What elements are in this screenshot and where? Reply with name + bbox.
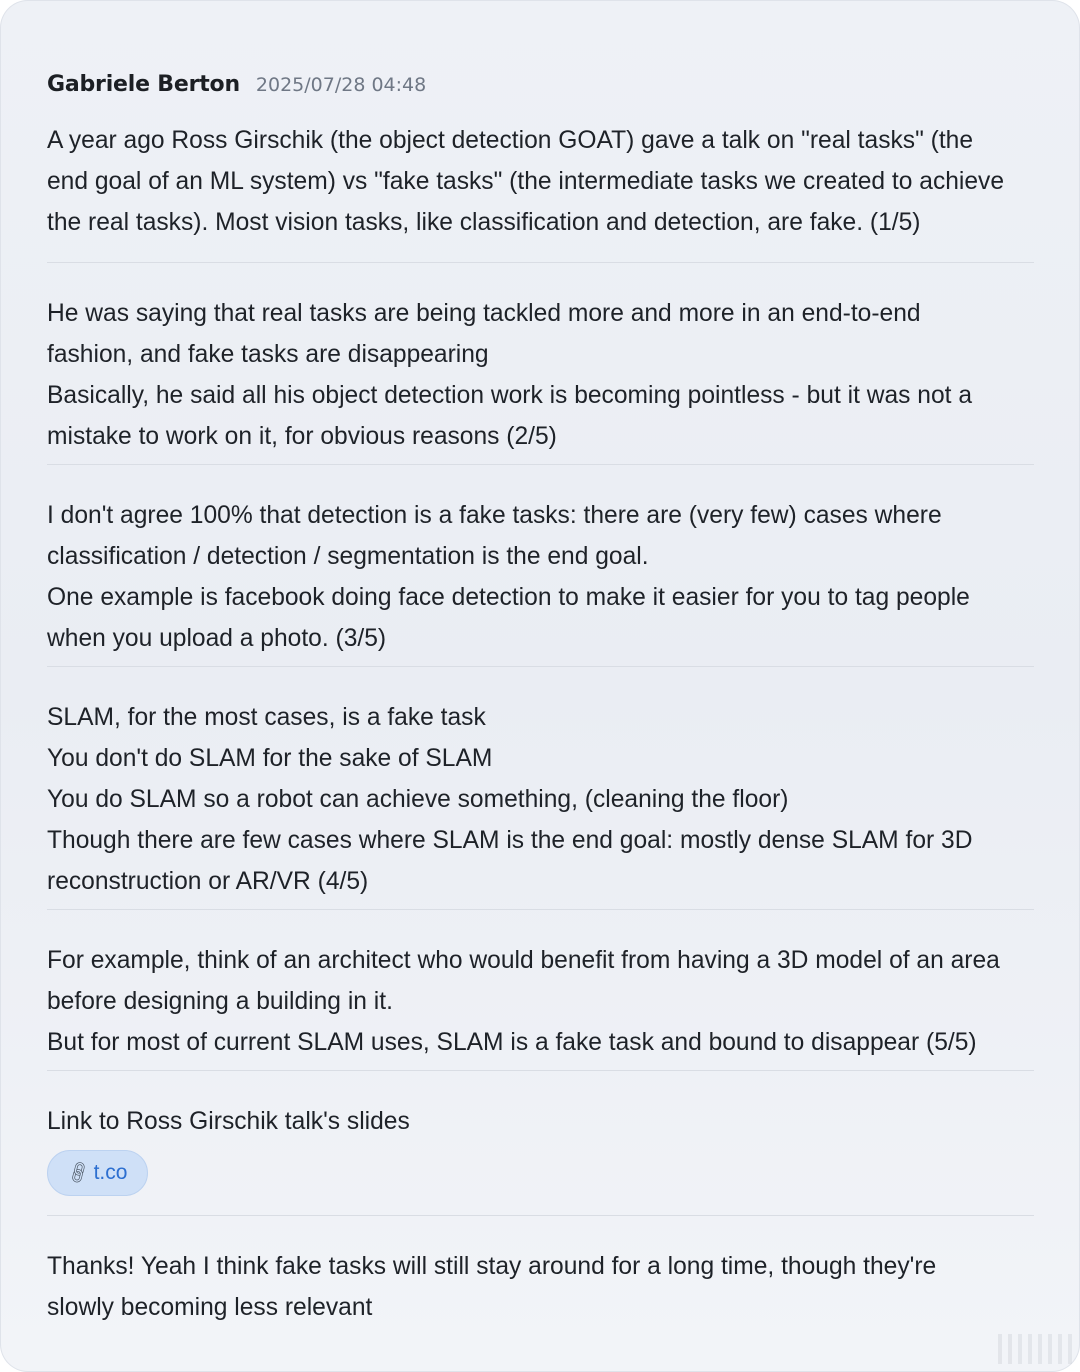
divider [47, 1070, 1034, 1071]
thread-post-1 [47, 120, 1034, 243]
post-line: before designing a building in it. [47, 988, 393, 1015]
link-chip[interactable] [47, 1150, 148, 1196]
thread-post-2 [47, 293, 1034, 457]
post-line: You do SLAM so a robot can achieve something, (cleaning the floor) [47, 786, 789, 813]
divider [47, 464, 1034, 465]
link-chip-label: t.co [93, 1161, 128, 1184]
post-text [47, 697, 1034, 902]
thread-post-5 [47, 940, 1034, 1063]
post-line: But for most of current SLAM uses, SLAM is a fake task and bound to disappear (5/5) [47, 1029, 977, 1056]
divider [47, 666, 1034, 667]
post-line: Basically, he said all his object detection work is becoming pointless - but it was not a [47, 382, 973, 409]
link-post-text [47, 1101, 1034, 1142]
post-line: when you upload a photo. (3/5) [47, 625, 387, 652]
post-line: One example is facebook doing face detection to make it easier for you to tag people [47, 584, 970, 611]
post-text [47, 495, 1034, 659]
post-line: Though there are few cases where SLAM is the end goal: mostly dense SLAM for 3D [47, 827, 973, 854]
thread-post-4 [47, 697, 1034, 902]
link-icon: 🔗︎ [64, 1158, 93, 1187]
post-timestamp: 2025/07/28 04:48 [255, 74, 427, 96]
post-line: He was saying that real tasks are being tackled more and more in an end-to-end [47, 300, 921, 327]
post-line: For example, think of an architect who would benefit from having a 3D model of an area [47, 947, 1000, 974]
post-line: slowly becoming less relevant [47, 1294, 373, 1321]
post-line: Thanks! Yeah I think fake tasks will still stay around for a long time, though they're [47, 1253, 937, 1280]
post-line: reconstruction or AR/VR (4/5) [47, 868, 369, 895]
post-header [47, 72, 1034, 106]
post-line: fashion, and fake tasks are disappearing [47, 341, 489, 368]
reply-text [47, 1246, 1034, 1328]
post-line: end goal of an ML system) vs "fake tasks" (the intermediate tasks we created to achieve [47, 168, 1005, 195]
reply-post [47, 1246, 1034, 1328]
post-text [47, 293, 1034, 457]
post-line: the real tasks). Most vision tasks, like classification and detection, are fake. (1/5) [47, 209, 921, 236]
post-line: Link to Ross Girschik talk's slides [47, 1108, 410, 1135]
post-line: SLAM, for the most cases, is a fake task [47, 704, 486, 731]
author-name[interactable]: Gabriele Berton [47, 72, 240, 97]
post-line: You don't do SLAM for the sake of SLAM [47, 745, 493, 772]
link-post [47, 1101, 1034, 1196]
divider [47, 1215, 1034, 1216]
post-line: classification / detection / segmentation is the end goal. [47, 543, 649, 570]
post-text [47, 120, 1034, 243]
post-line: I don't agree 100% that detection is a fake tasks: there are (very few) cases where [47, 502, 942, 529]
thread-content [47, 72, 1034, 1328]
post-line: A year ago Ross Girschik (the object detection GOAT) gave a talk on "real tasks" (the [47, 127, 974, 154]
divider [47, 262, 1034, 263]
post-text [47, 940, 1034, 1063]
post-line: mistake to work on it, for obvious reasons (2/5) [47, 423, 557, 450]
thread-post-3 [47, 495, 1034, 659]
watermark-decoration [998, 1334, 1072, 1364]
divider [47, 909, 1034, 910]
link-chip-row [47, 1150, 1034, 1196]
